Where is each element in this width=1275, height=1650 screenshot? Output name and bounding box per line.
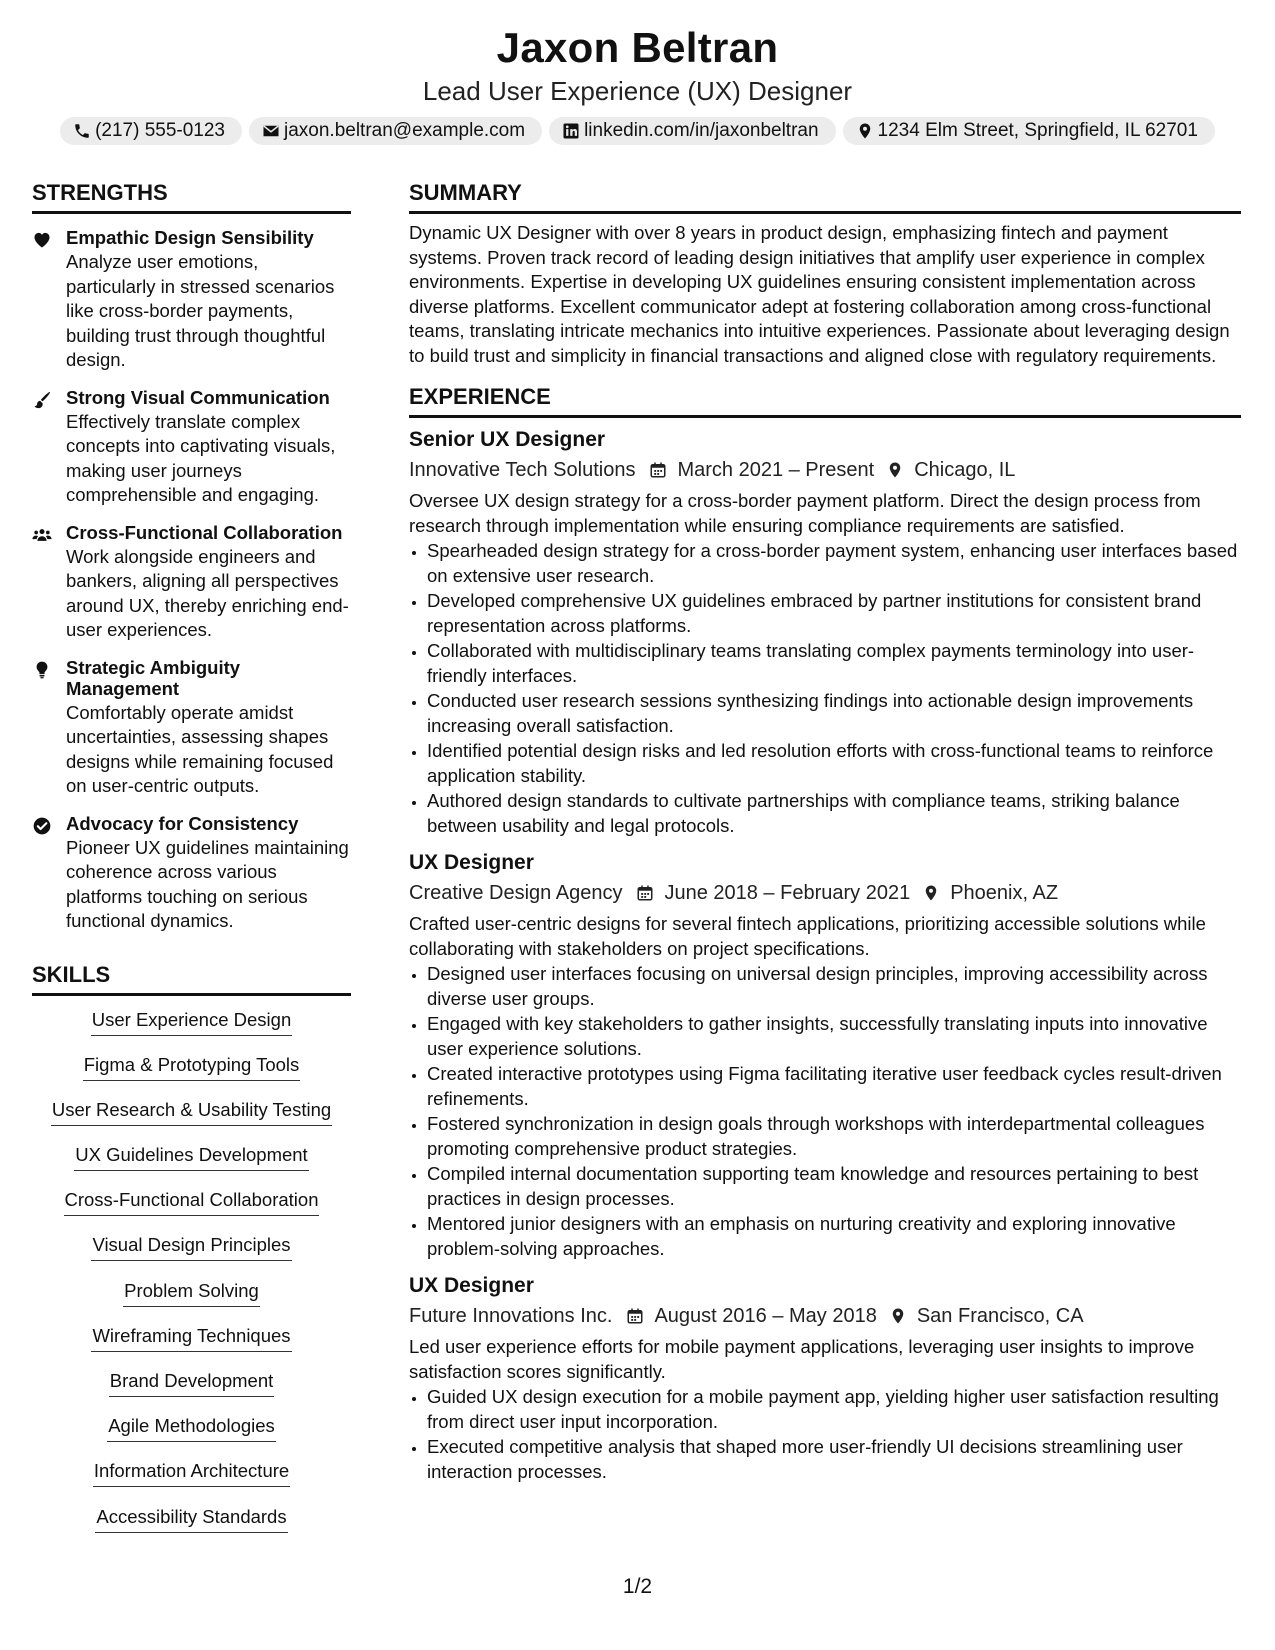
strength-item <box>32 657 351 799</box>
job-bullet: • Authored design standards to cultivate partnerships with compliance teams, striking balance between usability and legal protocols. <box>427 789 1241 838</box>
job-bullet: • Engaged with key stakeholders to gather insights, successfully translating inputs into innovative user experience solutions. <box>427 1012 1241 1061</box>
strength-item <box>32 387 351 508</box>
summary-heading: SUMMARY <box>409 178 1241 214</box>
job-bullet: • Mentored junior designers with an emphasis on nurturing creativity and exploring innovative problem-solving approaches. <box>427 1212 1241 1261</box>
skill-item <box>32 1143 351 1188</box>
heart-icon <box>32 230 52 250</box>
contact-address[interactable] <box>843 117 1215 145</box>
job-location: San Francisco, CA <box>916 1305 1084 1327</box>
job-entry <box>409 1273 1241 1484</box>
skill-label: Accessibility Standards <box>95 1505 287 1533</box>
job-title: Senior UX Designer <box>409 428 606 451</box>
job-bullet: • Created interactive prototypes using Figma facilitating iterative user feedback cycles result-driven refinements. <box>427 1062 1241 1111</box>
skill-label: Figma & Prototyping Tools <box>83 1053 301 1081</box>
skill-label: Brand Development <box>109 1369 275 1397</box>
skill-item <box>32 1505 351 1550</box>
calendar-icon <box>626 1307 644 1325</box>
right-column <box>409 178 1241 1484</box>
contact-address-text: 1234 Elm Street, Springfield, IL 62701 <box>877 120 1198 141</box>
strength-title: Cross-Functional Collaboration <box>66 521 343 543</box>
skill-label: Wireframing Techniques <box>91 1324 291 1352</box>
job-bullet: • Spearheaded design strategy for a cross-border payment system, enhancing user interfaces based on extensive user research. <box>427 539 1241 588</box>
contact-email[interactable] <box>249 117 542 145</box>
skill-item <box>32 1008 351 1053</box>
job-company: Future Innovations Inc. <box>409 1305 613 1327</box>
job-entry <box>409 427 1241 838</box>
skill-label: Agile Methodologies <box>107 1414 276 1442</box>
job-bullet: • Fostered synchronization in design goals through workshops with interdepartmental colleagues promoting comprehensive product strategies. <box>427 1112 1241 1161</box>
contact-bar <box>0 117 1275 145</box>
strength-title: Strategic Ambiguity Management <box>66 656 241 699</box>
job-bullet: • Collaborated with multidisciplinary teams translating complex payments terminology into user-friendly interfaces. <box>427 639 1241 688</box>
job-bullets <box>409 1385 1241 1484</box>
strength-title: Empathic Design Sensibility <box>66 227 314 248</box>
contact-phone[interactable] <box>60 117 242 145</box>
strength-description: Comfortably operate amidst uncertainties, assessing shapes designs while remaining focused on user-centric outputs. <box>66 701 334 796</box>
job-company: Creative Design Agency <box>409 882 623 904</box>
left-column <box>32 178 351 1550</box>
job-bullet: • Identified potential design risks and led resolution efforts with cross-functional teams to reinforce application stability. <box>427 739 1241 788</box>
skill-item <box>32 1098 351 1143</box>
skill-label: User Research & Usability Testing <box>51 1098 332 1126</box>
job-dates: June 2018 – February 2021 <box>664 882 911 904</box>
contact-email-text: jaxon.beltran@example.com <box>284 120 526 141</box>
contact-linkedin[interactable] <box>549 117 835 145</box>
skill-item <box>32 1414 351 1459</box>
job-location: Chicago, IL <box>914 459 1016 481</box>
page-number: 1/2 <box>622 1575 653 1598</box>
envelope-icon <box>262 122 280 140</box>
phone-icon <box>73 122 91 140</box>
experience-heading: EXPERIENCE <box>409 382 1241 418</box>
skill-label: User Experience Design <box>91 1008 292 1036</box>
skill-item <box>32 1324 351 1369</box>
job-bullets <box>409 962 1241 1261</box>
map-pin-icon <box>922 884 940 902</box>
job-bullet: • Developed comprehensive UX guidelines embraced by partner institutions for consistent brand representation across platforms. <box>427 589 1241 638</box>
skill-label: Cross-Functional Collaboration <box>64 1188 320 1216</box>
strength-description: Effectively translate complex concepts into captivating visuals, making user journeys comprehensible and engaging. <box>66 410 336 505</box>
job-title: UX Designer <box>409 851 534 874</box>
resume-header <box>0 22 1275 145</box>
skill-label: Information Architecture <box>93 1459 290 1487</box>
candidate-title: Lead User Experience (UX) Designer <box>422 76 853 106</box>
linkedin-icon <box>562 122 580 140</box>
skill-label: Visual Design Principles <box>91 1233 291 1261</box>
skill-item <box>32 1053 351 1098</box>
skills-list <box>32 1008 351 1550</box>
calendar-icon <box>649 461 667 479</box>
contact-linkedin-text: linkedin.com/in/jaxonbeltran <box>584 120 819 141</box>
job-title: UX Designer <box>409 1274 534 1297</box>
job-meta <box>409 880 1241 906</box>
job-dates: March 2021 – Present <box>677 459 875 481</box>
strength-title: Strong Visual Communication <box>66 386 330 408</box>
check-circle-icon <box>32 816 52 836</box>
job-bullets <box>409 539 1241 838</box>
strength-item <box>32 813 351 934</box>
job-meta <box>409 1303 1241 1329</box>
job-description: Crafted user-centric designs for several fintech applications, prioritizing accessible solutions while collaborating with stakeholders on project specifications. <box>409 913 1206 959</box>
calendar-icon <box>636 884 654 902</box>
candidate-name: Jaxon Beltran <box>496 24 779 71</box>
job-bullet: • Designed user interfaces focusing on universal design principles, improving accessibility across diverse user groups. <box>427 962 1241 1011</box>
strength-description: Pioneer UX guidelines maintaining coherence across various platforms touching on serious functional dynamics. <box>66 836 349 931</box>
job-company: Innovative Tech Solutions <box>409 459 636 481</box>
job-dates: August 2016 – May 2018 <box>654 1305 877 1327</box>
map-pin-icon <box>856 122 874 140</box>
strength-item <box>32 522 351 643</box>
job-description: Led user experience efforts for mobile payment applications, leveraging user insights to improve satisfaction scores significantly. <box>409 1336 1195 1382</box>
skill-item <box>32 1459 351 1504</box>
strength-description: Analyze user emotions, particularly in stressed scenarios like cross-border payments, building trust through thoughtful design. <box>66 251 335 370</box>
job-bullet: • Executed competitive analysis that shaped more user-friendly UI decisions streamlining user interaction processes. <box>427 1435 1241 1484</box>
strength-description: Work alongside engineers and bankers, aligning all perspectives around UX, thereby enriching end-user experiences. <box>66 545 349 640</box>
job-meta <box>409 457 1241 483</box>
paintbrush-icon <box>32 390 52 410</box>
users-icon <box>32 525 52 545</box>
skill-item <box>32 1233 351 1278</box>
map-pin-icon <box>886 461 904 479</box>
strengths-heading: STRENGTHS <box>32 178 351 214</box>
job-entry <box>409 850 1241 1261</box>
summary-text: Dynamic UX Designer with over 8 years in product design, emphasizing fintech and payment systems. Proven track record of leading design initiatives that amplify user experience in complex environments. Expertise in developing UX guidelines ensuring consistent implementation across diverse platforms. Excellent communicator adept at fostering collaboration among cross-functional teams, translating intricate mechanics into intuitive experiences. Passionate about leveraging design to build trust and simplicity in financial transactions and aligned close with regulatory requirements. <box>409 222 1230 366</box>
job-bullet: • Conducted user research sessions synthesizing findings into actionable design improvements increasing overall satisfaction. <box>427 689 1241 738</box>
skill-label: UX Guidelines Development <box>74 1143 308 1171</box>
job-description: Oversee UX design strategy for a cross-border payment platform. Direct the design process from research through implementation while ensuring compliance requirements are satisfied. <box>409 490 1201 536</box>
job-bullet: • Compiled internal documentation supporting team knowledge and resources pertaining to best practices in design processes. <box>427 1162 1241 1211</box>
skill-item <box>32 1188 351 1233</box>
job-bullet: • Guided UX design execution for a mobile payment app, yielding higher user satisfaction resulting from direct user input incorporation. <box>427 1385 1241 1434</box>
strength-item <box>32 227 351 373</box>
contact-phone-text: (217) 555-0123 <box>95 120 225 141</box>
map-pin-icon <box>889 1307 907 1325</box>
skill-item <box>32 1369 351 1414</box>
job-location: Phoenix, AZ <box>950 882 1059 904</box>
strength-title: Advocacy for Consistency <box>66 812 299 834</box>
skills-heading: SKILLS <box>32 960 351 996</box>
lightbulb-icon <box>32 660 52 680</box>
skill-item <box>32 1279 351 1324</box>
skill-label: Problem Solving <box>123 1279 260 1307</box>
